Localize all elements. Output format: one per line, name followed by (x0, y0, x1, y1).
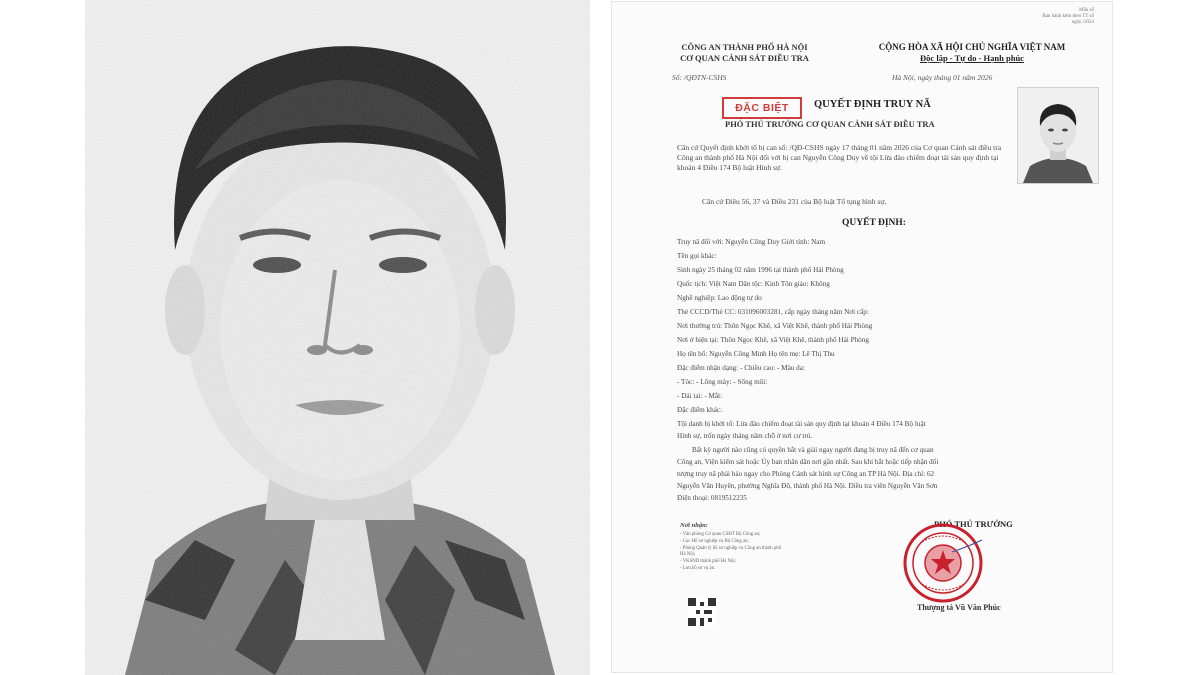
preamble-text: Căn cứ Quyết định khởi tố bị can số: /QĐ-CSHS ngày 17 tháng 01 năm 2026 của Cơ quan Cảnh sát điều tra Công an thành phố Hà Nội đối với bị can Nguyễn Công Duy về tội Lừa đảo chiếm đoạt tài sản quy định tại khoản 4 Điều 174 Bộ luật Hình sự. (677, 143, 1002, 172)
decision-heading: QUYẾT ĐỊNH: (842, 218, 906, 228)
field-permanent-address: Nơi thường trú: Thôn Ngọc Khê, xã Việt Khê, thành phố Hải Phòng (677, 322, 873, 330)
field-wanted-person: Truy nã đối với: Nguyễn Công Duy Giới tính: Nam (677, 238, 826, 246)
field-charge: Tội danh bị khởi tố: Lừa đảo chiếm đoạt tài sản quy định tại khoản 4 Điều 174 Bộ luật (677, 420, 926, 428)
form-code: Mẫu số Ban hành kèm theo TT số ngày /2024 (1042, 8, 1094, 25)
field-nationality: Quốc tịch: Việt Nam Dân tộc: Kinh Tôn giáo: Không (677, 280, 830, 288)
document-subtitle: PHÓ THỦ TRƯỞNG CƠ QUAN CẢNH SÁT ĐIỀU TRA (725, 119, 935, 129)
national-motto: Độc lập - Tự do - Hạnh phúc (920, 53, 1024, 63)
suspect-portrait (85, 0, 590, 675)
field-birth: Sinh ngày 25 tháng 02 năm 1996 tại thành phố Hải Phòng (677, 266, 844, 274)
signer-name: Thượng tá Vũ Văn Phúc (917, 603, 1001, 612)
field-features-2: - Tóc: - Lông mày: - Sống mũi: (677, 378, 768, 386)
national-header (842, 42, 1102, 64)
document-number: Số: /QĐTN-CSHS (672, 73, 727, 82)
document-date: Hà Nội, ngày tháng 01 năm 2026 (892, 73, 993, 82)
field-parents: Họ tên bố: Nguyễn Công Minh Họ tên mẹ: Lê Thị Thu (677, 350, 835, 358)
recipient-item: - Lưu hồ sơ vụ án. (680, 565, 716, 571)
national-title: CỘNG HÒA XÃ HỘI CHỦ NGHĨA VIỆT NAM (878, 42, 1066, 52)
recipient-item: - Văn phòng Cơ quan CSĐT Bộ Công an; (680, 532, 761, 537)
portrait-photo (85, 0, 590, 675)
recipient-item: - Cục Hồ sơ nghiệp vụ Bộ Công an; (680, 538, 749, 544)
field-id-card: Thẻ CCCD/Thẻ CC: 031096003281, cấp ngày tháng năm Nơi cấp: (677, 308, 869, 316)
issuing-agency (652, 42, 837, 64)
instruction-phone: Điện thoại: 0819512235 (677, 494, 747, 502)
id-photo-image (1018, 88, 1098, 183)
field-charge-cont: Hình sự, trốn ngày tháng năm chỗ ở nơi cư trú. (677, 432, 813, 440)
signer-title: PHÓ THỦ TRƯỞNG (934, 519, 1013, 529)
field-other-features: Đặc điểm khác: (677, 406, 723, 414)
recipient-item: Hà Nội; (680, 552, 696, 558)
qr-code-icon (688, 598, 716, 626)
agency-line-2: CƠ QUAN CẢNH SÁT ĐIỀU TRA (680, 53, 809, 63)
official-seal-icon (902, 522, 984, 604)
field-features-3: - Dái tai: - Mắt: (677, 392, 723, 400)
recipient-item: - Phòng Quản lý hồ sơ nghiệp vụ Công an thành phố (680, 545, 781, 551)
document-title: QUYẾT ĐỊNH TRUY NÃ (814, 99, 931, 110)
field-current-address: Nơi ở hiện tại: Thôn Ngọc Khê, xã Việt Khê, thành phố Hải Phòng (677, 336, 869, 344)
special-stamp: ĐẶC BIỆT (722, 97, 802, 119)
recipients-label: Nơi nhận: (680, 522, 708, 529)
instruction-line-3: tượng truy nã phải báo ngay cho Phòng Cảnh sát hình sự Công an TP Hà Nội. Địa chỉ: 62 (677, 470, 935, 478)
instruction-line-2: Công an, Viện kiểm sát hoặc Ủy ban nhân dân nơi gần nhất. Sau khi bắt hoặc tiếp nhận đối (677, 458, 939, 466)
id-photo (1017, 87, 1099, 184)
legal-basis: Căn cứ Điều 56, 37 và Điều 231 của Bộ luật Tố tụng hình sự, (702, 197, 887, 206)
field-alias: Tên gọi khác: (677, 252, 717, 260)
recipient-item: - VKSND thành phố Hà Nội; (680, 559, 737, 565)
instruction-line-4: Nguyễn Văn Huyên, phường Nghĩa Đô, thành phố Hà Nội. Điều tra viên Nguyễn Văn Sơn (677, 482, 938, 490)
field-features-1: Đặc điểm nhận dạng: - Chiều cao: - Màu da: (677, 364, 805, 372)
recipients-list (680, 532, 830, 573)
wanted-decision-document (612, 2, 1112, 672)
field-occupation: Nghề nghiệp: Lao động tự do (677, 294, 762, 302)
instruction-line-1: Bất kỳ người nào cũng có quyền bắt và giải ngay người đang bị truy nã đến cơ quan (692, 446, 934, 454)
agency-line-1: CÔNG AN THÀNH PHỐ HÀ NỘI (681, 42, 808, 52)
